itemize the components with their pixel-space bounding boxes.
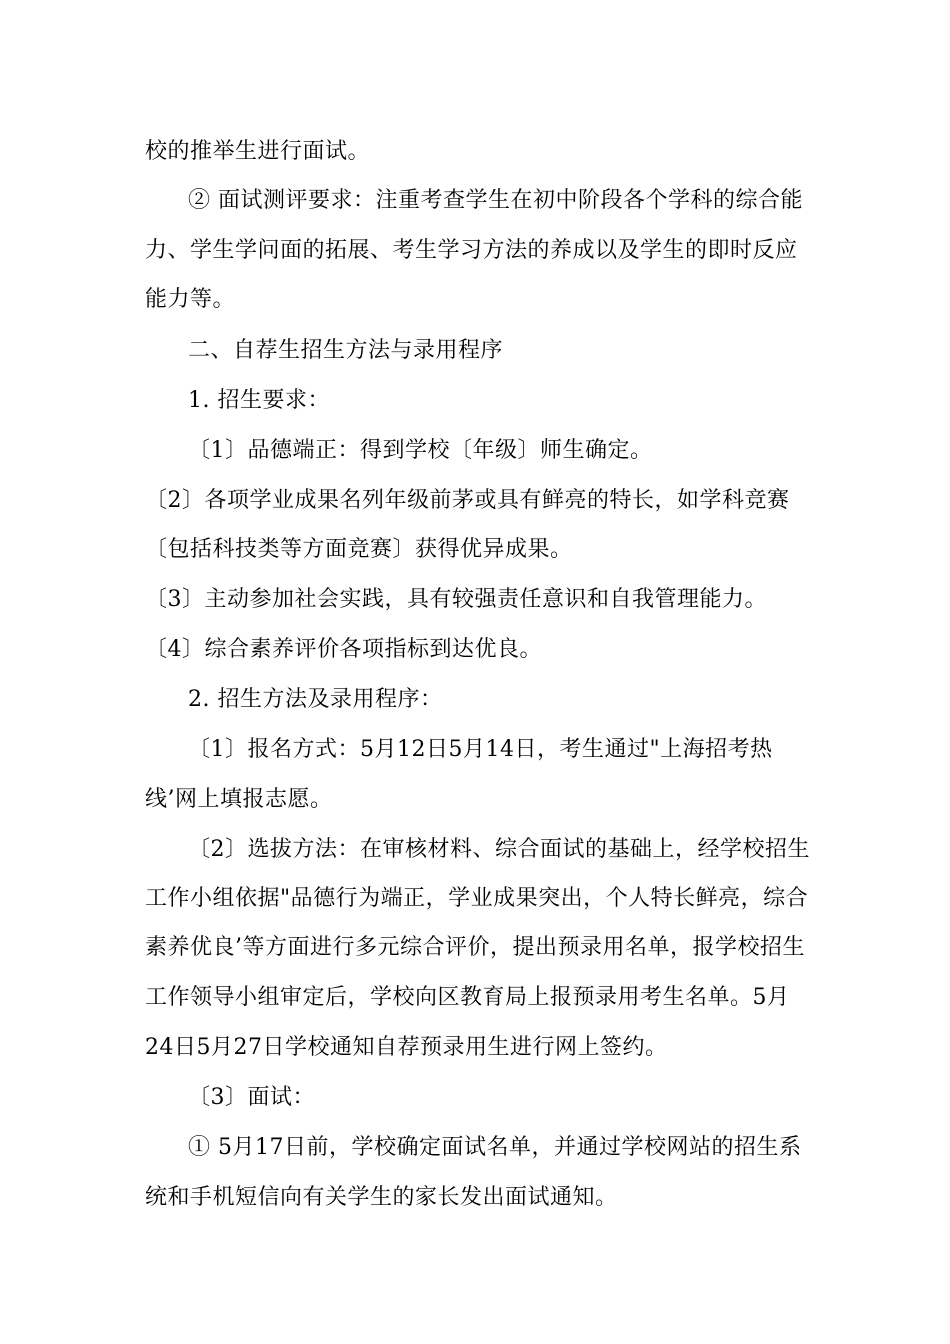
text-line-16: 工作小组依据"品德行为端正，学业成果突出，个人特长鲜亮，综合 [145, 886, 809, 911]
text-line-19: 24日5月27日学校通知自荐预录用生进行网上签约。 [145, 1035, 668, 1060]
text-line-3: 力、学生学问面的拓展、考生学习方法的养成以及学生的即时反应 [145, 238, 798, 263]
text-line-11: 〔4〕综合素养评价各项指标到达优良。 [145, 637, 542, 662]
text-line-22: 统和手机短信向有关学生的家长发出面试通知。 [145, 1185, 618, 1210]
text-line-8: 〔2〕各项学业成果名列年级前茅或具有鲜亮的特长，如学科竞赛 [145, 488, 790, 513]
subsection-heading-1: 1. 招生要求： [188, 388, 330, 413]
text-line-1: 校的推举生进行面试。 [145, 139, 371, 164]
section-heading: 二、自荐生招生方法与录用程序 [188, 338, 504, 363]
text-line-2: ② 面试测评要求：注重考查学生在初中阶段各个学科的综合能 [188, 188, 803, 213]
text-line-18: 工作领导小组审定后，学校向区教育局上报预录用考生名单。5月 [145, 985, 790, 1010]
text-line-21: ① 5月17日前，学校确定面试名单，并通过学校网站的招生系 [188, 1135, 802, 1160]
text-line-15: 〔2〕选拔方法：在审核材料、综合面试的基础上，经学校招生 [188, 837, 810, 862]
text-line-10: 〔3〕主动参加社会实践，具有较强责任意识和自我管理能力。 [145, 587, 767, 612]
text-line-20: 〔3〕面试： [188, 1085, 315, 1110]
text-line-9: 〔包括科技类等方面竞赛〕获得优异成果。 [145, 537, 573, 562]
text-line-17: 素养优良’等方面进行多元综合评价，提出预录用名单，报学校招生 [145, 935, 805, 960]
text-line-14: 线’网上填报志愿。 [145, 787, 333, 812]
text-line-13: 〔1〕报名方式：5月12日5月14日，考生通过"上海招考热 [188, 737, 773, 762]
text-line-4: 能力等。 [145, 287, 236, 312]
text-line-7: 〔1〕品德端正：得到学校〔年级〕师生确定。 [188, 438, 653, 463]
subsection-heading-2: 2. 招生方法及录用程序： [188, 687, 443, 712]
